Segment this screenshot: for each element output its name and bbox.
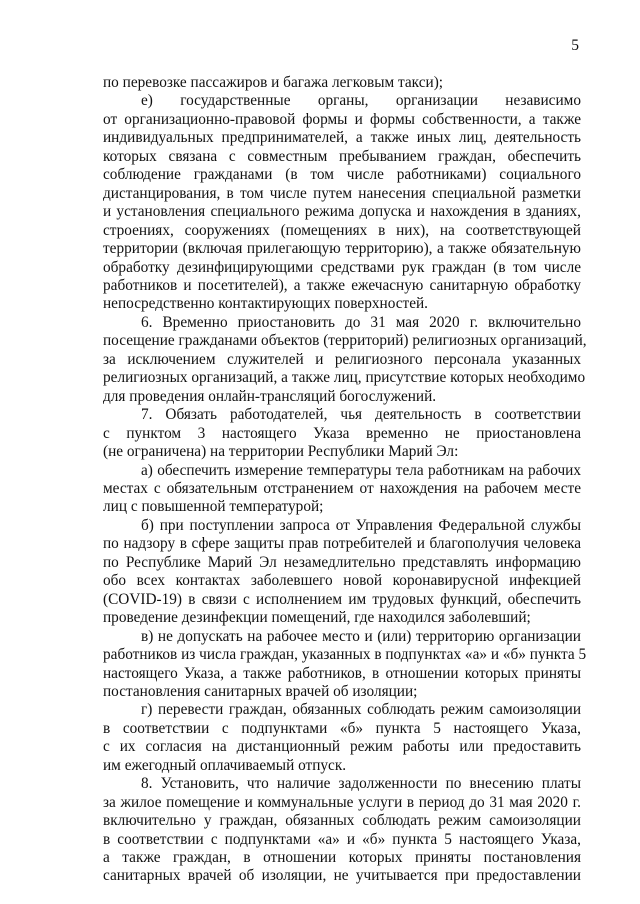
text-line: лиц с повышенной температурой; — [103, 498, 324, 516]
text-line: (не ограничена) на территории Республики Марий Эл: — [103, 443, 459, 461]
text-line: местах с обязательным отстранением от нахождения на рабочем месте — [103, 479, 581, 497]
text-line: постановления санитарных врачей об изоляции; — [103, 682, 418, 700]
text-line: настоящего Указа, а также работников, в отношении которых приняты — [103, 664, 581, 682]
text-line: по надзору в сфере защиты прав потребителей и благополучия человека — [103, 535, 581, 553]
text-line: обо всех контактах заболевшего новой коронавирусной инфекцией — [103, 572, 581, 590]
text-line: с пунктом 3 настоящего Указа временно не приостановлена — [103, 424, 581, 442]
text-line: от организационно-правовой формы и формы собственности, а также — [103, 110, 581, 128]
text-line: (COVID-19) в связи с исполнением им трудовых функций, обеспечить — [103, 590, 581, 608]
text-line: в соответствии с подпунктами «б» пункта 5 настоящего Указа, — [103, 719, 581, 737]
text-line: которых связана с совместным пребыванием граждан, обеспечить — [103, 147, 581, 165]
text-line: дистанцирования, в том числе путем нанесения специальной разметки — [103, 184, 581, 202]
text-line: и установления специального режима допуска и нахождения в зданиях, — [103, 203, 581, 221]
text-line: работников и посетителей), а также ежечасную санитарную обработку — [103, 276, 581, 294]
text-line: по Республике Марий Эл незамедлительно представлять информацию — [103, 553, 581, 571]
text-line: с их согласия на дистанционный режим работы или предоставить — [103, 738, 581, 756]
text-line: им ежегодный оплачиваемый отпуск. — [103, 756, 347, 774]
text-line: в соответствии с подпунктами «а» и «б» пункта 5 настоящего Указа, — [103, 830, 581, 848]
text-line: б) при поступлении запроса от Управления Федеральной службы — [141, 516, 581, 534]
text-line: г) перевести граждан, обязанных соблюдать режим самоизоляции — [141, 701, 581, 719]
text-line: работников из числа граждан, указанных в подпунктах «а» и «б» пункта 5 — [103, 646, 587, 664]
text-line: строениях, сооружениях (помещениях в них), на соответствующей — [103, 221, 581, 239]
text-line: посещение гражданами объектов (территорий) религиозных организаций, — [103, 332, 587, 350]
text-line: за исключением служителей и религиозного персонала указанных — [103, 350, 581, 368]
text-line: включительно у граждан, обязанных соблюдать режим самоизоляции — [103, 812, 581, 830]
text-line: непосредственно контактирующих поверхностей. — [103, 295, 428, 313]
text-line: для проведения онлайн-трансляций богослужений. — [103, 387, 437, 405]
text-line: проведение дезинфекции помещений, где находился заболевший; — [103, 609, 531, 627]
text-line: религиозных организаций, а также лиц, присутствие которых необходимо — [103, 369, 586, 387]
text-line: обработку дезинфицирующими средствами рук граждан (в том числе — [103, 258, 581, 276]
text-line: по перевозке пассажиров и багажа легковым такси); — [103, 74, 444, 91]
text-line: за жилое помещение и коммунальные услуги в период до 31 мая 2020 г. — [103, 793, 581, 811]
text-line: территории (включая прилегающую территорию), а также обязательную — [103, 240, 581, 258]
document-body — [103, 74, 587, 886]
page-number: 5 — [571, 37, 579, 54]
text-line: 8. Установить, что наличие задолженности по внесению платы — [141, 775, 581, 793]
text-line: 6. Временно приостановить до 31 мая 2020 г. включительно — [141, 313, 581, 331]
text-line: соблюдение гражданами (в том числе работниками) социального — [103, 166, 581, 184]
text-line: 7. Обязать работодателей, чья деятельность в соответствии — [141, 406, 581, 424]
text-line: санитарных врачей об изоляции, не учитывается при предоставлении — [103, 867, 581, 885]
text-line: а также граждан, в отношении которых приняты постановления — [103, 849, 581, 867]
text-line: индивидуальных предпринимателей, а также иных лиц, деятельность — [103, 129, 581, 147]
text-line: е) государственные органы, организации независимо — [141, 92, 581, 110]
text-line: а) обеспечить измерение температуры тела работникам на рабочих — [141, 461, 581, 479]
text-line: в) не допускать на рабочее место и (или) территорию организации — [141, 627, 581, 645]
